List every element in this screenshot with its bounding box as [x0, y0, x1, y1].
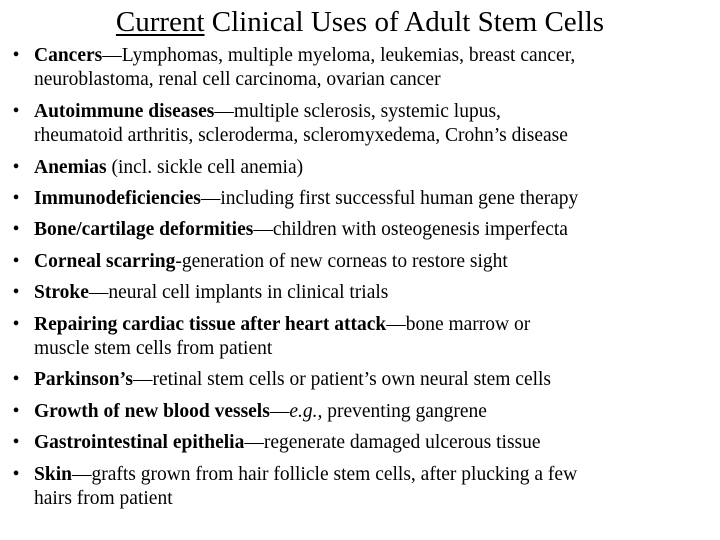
bullet-term: Parkinson’s — [34, 369, 133, 391]
bullet-text: —Lymphomas, multiple myeloma, leukemias, breast cancer, — [102, 45, 576, 66]
bullet-text: — — [269, 400, 290, 422]
list-item — [6, 218, 714, 242]
bullet-dot: • — [12, 400, 20, 422]
bullet-term: Gastrointestinal epithelia — [34, 432, 245, 454]
bullet-line — [34, 100, 714, 124]
bullet-term: Repairing cardiac tissue after heart attack — [34, 313, 387, 335]
bullet-dot: • — [12, 219, 20, 241]
bullet-text: —including first successful human gene therapy — [200, 188, 579, 210]
bullet-line — [34, 463, 714, 487]
list-item — [6, 281, 714, 305]
bullet-line — [34, 250, 714, 274]
title-rest: Clinical Uses of Adult Stem Cells — [204, 6, 605, 38]
bullet-dot: • — [12, 250, 20, 272]
bullet-term: Bone/cartilage deformities — [34, 219, 254, 241]
list-item — [6, 187, 714, 211]
bullet-dot: • — [12, 282, 20, 304]
bullet-text: —grafts grown from hair follicle stem cells, after plucking a few — [71, 463, 578, 485]
bullet-term: Corneal scarring — [34, 250, 176, 272]
list-item — [6, 368, 714, 392]
bullet-term: Immunodeficiencies — [34, 188, 201, 210]
list-item — [6, 431, 714, 455]
bullet-continuation: hairs from patient — [34, 488, 173, 510]
bullet-term: Autoimmune diseases — [34, 100, 215, 122]
bullet-term: Anemias — [34, 156, 107, 178]
bullet-text-after: preventing gangrene — [322, 400, 487, 422]
bullet-term: Stroke — [34, 282, 89, 304]
bullet-dot: • — [12, 100, 20, 122]
bullet-line — [34, 44, 714, 68]
bullet-text: (incl. sickle cell anemia) — [106, 156, 304, 178]
bullet-text: —retinal stem cells or patient’s own neural stem cells — [132, 369, 552, 391]
bullet-dot: • — [12, 432, 20, 454]
bullet-text: —regenerate damaged ulcerous tissue — [244, 432, 541, 454]
bullet-continuation: rheumatoid arthritis, scleroderma, scleromyxedema, Crohn’s disease — [34, 125, 568, 147]
bullet-line — [34, 400, 714, 424]
list-item — [6, 44, 714, 93]
bullet-dot: • — [12, 313, 20, 335]
bullet-term: Growth of new blood vessels — [34, 400, 270, 422]
bullet-dot: • — [12, 463, 20, 485]
bullet-dot: • — [12, 45, 20, 66]
list-item — [6, 100, 714, 149]
slide-title — [0, 4, 720, 40]
bullet-line — [34, 156, 714, 180]
bullet-term: Cancers — [34, 45, 103, 66]
bullet-text: -generation of new corneas to restore sight — [175, 250, 508, 272]
list-item — [6, 400, 714, 424]
bullet-continuation: muscle stem cells from patient — [34, 338, 273, 360]
bullet-text: —children with osteogenesis imperfecta — [253, 219, 568, 241]
list-item — [6, 313, 714, 362]
bullet-text: —multiple sclerosis, systemic lupus, — [214, 100, 501, 122]
list-item — [6, 250, 714, 274]
bullet-line — [34, 218, 714, 242]
bullet-line — [34, 187, 714, 211]
bullet-text: —bone marrow or — [386, 313, 531, 335]
list-item — [6, 156, 714, 180]
bullet-continuation: neuroblastoma, renal cell carcinoma, ovarian cancer — [34, 69, 441, 91]
bullet-line — [34, 431, 714, 455]
bullet-italic-text: e.g., — [289, 400, 323, 422]
bullet-dot: • — [12, 156, 20, 178]
list-item — [6, 463, 714, 512]
bullet-dot: • — [12, 369, 20, 391]
bullet-line — [34, 281, 714, 305]
title-underlined-word: Current — [115, 6, 205, 38]
bullet-term: Skin — [34, 463, 72, 485]
bullet-list — [6, 44, 714, 519]
bullet-line — [34, 313, 714, 337]
bullet-line — [34, 368, 714, 392]
bullet-text: —neural cell implants in clinical trials — [88, 282, 389, 304]
bullet-dot: • — [12, 188, 20, 210]
